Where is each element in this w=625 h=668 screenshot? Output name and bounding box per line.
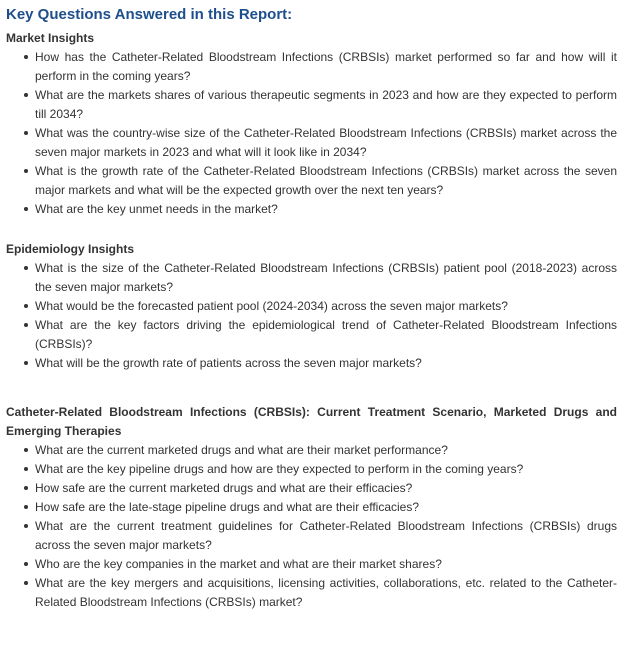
list-item: Who are the key companies in the market and what are their market shares? (35, 555, 617, 574)
list-item: What are the key pipeline drugs and how are they expected to perform in the coming years? (35, 460, 617, 479)
section-title-epidemiology-insights: Epidemiology Insights (6, 242, 135, 256)
list-item: What was the country-wise size of the Catheter-Related Bloodstream Infections (CRBSIs) market across the seven major markets in 2023 and what will it look like in 2034? (35, 124, 617, 162)
list-item: What would be the forecasted patient pool (2024-2034) across the seven major markets? (35, 297, 617, 316)
list-item: What are the key factors driving the epidemiological trend of Catheter-Related Bloodstream Infections (CRBSIs)? (35, 316, 617, 354)
list-item: What are the key mergers and acquisitions, licensing activities, collaborations, etc. related to the Catheter-Related Bloodstream Infections (CRBSIs) market? (35, 574, 617, 612)
list-item: How safe are the late-stage pipeline drugs and what are their efficacies? (35, 498, 617, 517)
list-item: What are the current marketed drugs and what are their market performance? (35, 441, 617, 460)
list-item: What is the size of the Catheter-Related Bloodstream Infections (CRBSIs) patient pool (2018-2023) across the seven major markets? (35, 259, 617, 297)
list-item: What are the current treatment guidelines for Catheter-Related Bloodstream Infections (CRBSIs) drugs across the seven major markets? (35, 517, 617, 555)
treatment-scenario-list (6, 441, 617, 612)
list-item: What are the markets shares of various therapeutic segments in 2023 and how are they expected to perform till 2034? (35, 86, 617, 124)
section-title-treatment-scenario: Catheter-Related Bloodstream Infections (CRBSIs): Current Treatment Scenario, Marketed Drugs and Emerging Therapies (6, 405, 617, 438)
section-title-market-insights: Market Insights (6, 31, 95, 45)
list-item: How safe are the current marketed drugs and what are their efficacies? (35, 479, 617, 498)
list-item: What are the key unmet needs in the market? (35, 200, 617, 219)
page-title: Key Questions Answered in this Report: (6, 6, 293, 23)
list-item: What is the growth rate of the Catheter-Related Bloodstream Infections (CRBSIs) market across the seven major markets and what will be the expected growth over the next ten years? (35, 162, 617, 200)
list-item: How has the Catheter-Related Bloodstream Infections (CRBSIs) market performed so far and how will it perform in the coming years? (35, 48, 617, 86)
market-insights-list (6, 48, 617, 219)
list-item: What will be the growth rate of patients across the seven major markets? (35, 354, 617, 373)
epidemiology-insights-list (6, 259, 617, 373)
